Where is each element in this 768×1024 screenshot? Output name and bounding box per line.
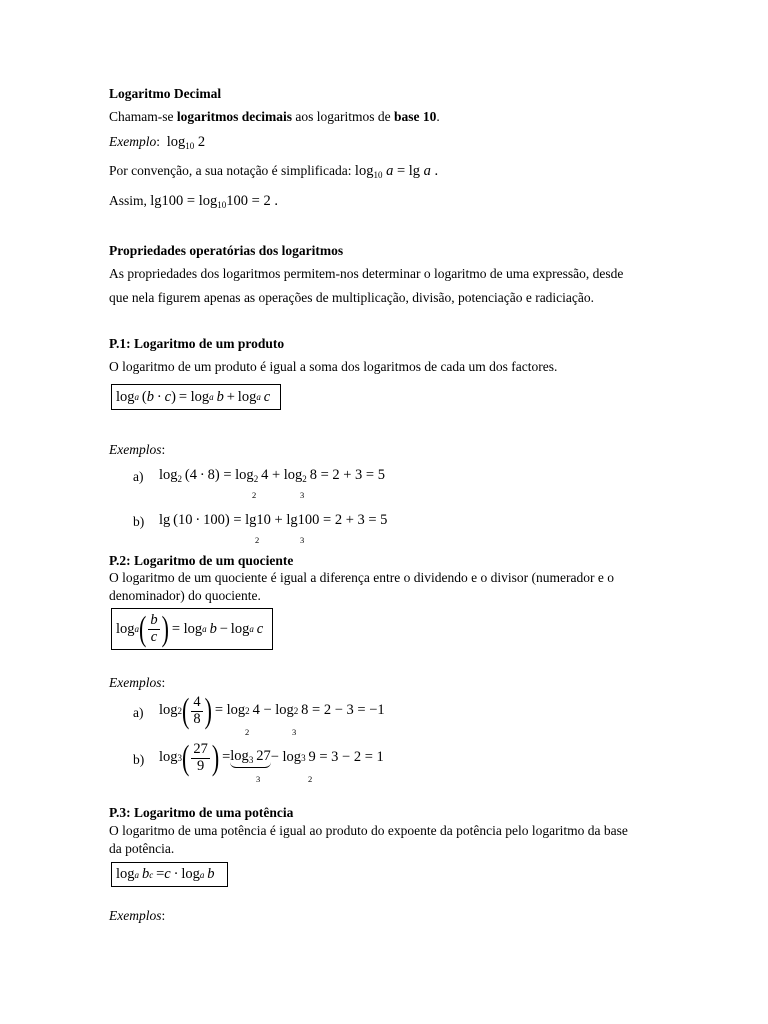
p2-title: P.2: Logaritmo de um quociente <box>109 553 294 568</box>
p1-example-a-expr: $\log_2 (4 \cdot 8) = \log_2 4 + \log_2 8 = 2 + 3 = 5$ <box>159 467 385 484</box>
p2-example-b-expr: log 3 ( $\frac{27}{9}$ ) = $\log_3 27$ − log 3 9 = 3 − 2 = 1 <box>159 737 384 778</box>
p1-example-b-label: b) <box>133 514 145 529</box>
p2-description-1: O logaritmo de um quociente é igual a diferença entre o dividendo e o divisor (numerador e o <box>109 570 614 585</box>
p2-example-a-label: a) <box>133 705 144 720</box>
section-title-properties: Propriedades operatórias dos logaritmos <box>109 243 344 258</box>
decimal-definition: Chamam-se logaritmos decimais aos logaritmos de base 10. <box>109 109 440 124</box>
p1-example-b-note-2: 3 <box>300 535 305 545</box>
p1-title: P.1: Logaritmo de um produto <box>109 336 285 351</box>
decimal-example: Exemplo: $\log_{10} 2$ <box>109 134 206 151</box>
p2-examples-label: Exemplos: <box>109 675 166 690</box>
decimal-notation: Por convenção, a sua notação é simplificada: $\log_{10} a = \lg a$ . <box>109 163 439 180</box>
p1-example-b-expr: lg (10 · 100) = lg10 + lg100 = 2 + 3 = 5 <box>159 512 388 528</box>
p3-description-1: O logaritmo de uma potência é igual ao produto do expoente da potência pelo logaritmo da base <box>109 823 628 838</box>
p2-formula-box: log a ( $\frac{b}{c}$ ) = log a b − log a c <box>111 608 273 650</box>
p2-example-a-expr: log 2 ( $\frac{4}{8}$ ) = log 2 4 − log 2 8 = 2 − 3 = −1 <box>159 690 385 731</box>
p3-examples-label: Exemplos: <box>109 908 166 923</box>
p1-examples-label: Exemplos: <box>109 442 166 457</box>
p2-example-a-note-1: 2 <box>245 727 250 737</box>
p3-formula-box: log a b c = c · log a b <box>111 862 228 887</box>
p2-example-b-label: b) <box>133 752 145 767</box>
properties-line-2: que nela figurem apenas as operações de multiplicação, divisão, potenciação e radiciação. <box>109 290 595 305</box>
properties-line-1: As propriedades dos logaritmos permitem-nos determinar o logaritmo de uma expressão, desde <box>109 266 624 281</box>
p3-title: P.3: Logaritmo de uma potência <box>109 805 294 820</box>
p2-example-b-note-1: 3 <box>256 774 261 784</box>
p1-example-b-note-1: 2 <box>255 535 260 545</box>
p1-example-a-label: a) <box>133 469 144 484</box>
p1-description: O logaritmo de um produto é igual a soma dos logaritmos de cada um dos factores. <box>109 359 558 374</box>
p1-example-a-note-1: 2 <box>252 490 257 500</box>
section-title-decimal: Logaritmo Decimal <box>109 86 222 101</box>
p2-description-2: denominador) do quociente. <box>109 588 261 603</box>
p1-example-a-note-2: 3 <box>300 490 305 500</box>
p2-example-b-note-2: 2 <box>308 774 313 784</box>
decimal-assim: Assim, $\lg 100 = \log_{10}100 = 2$ . <box>109 193 278 210</box>
p2-example-a-note-2: 3 <box>292 727 297 737</box>
p1-formula-box: log a ( b · c ) = log a b + log a c <box>111 384 281 410</box>
p3-description-2: da potência. <box>109 841 175 856</box>
